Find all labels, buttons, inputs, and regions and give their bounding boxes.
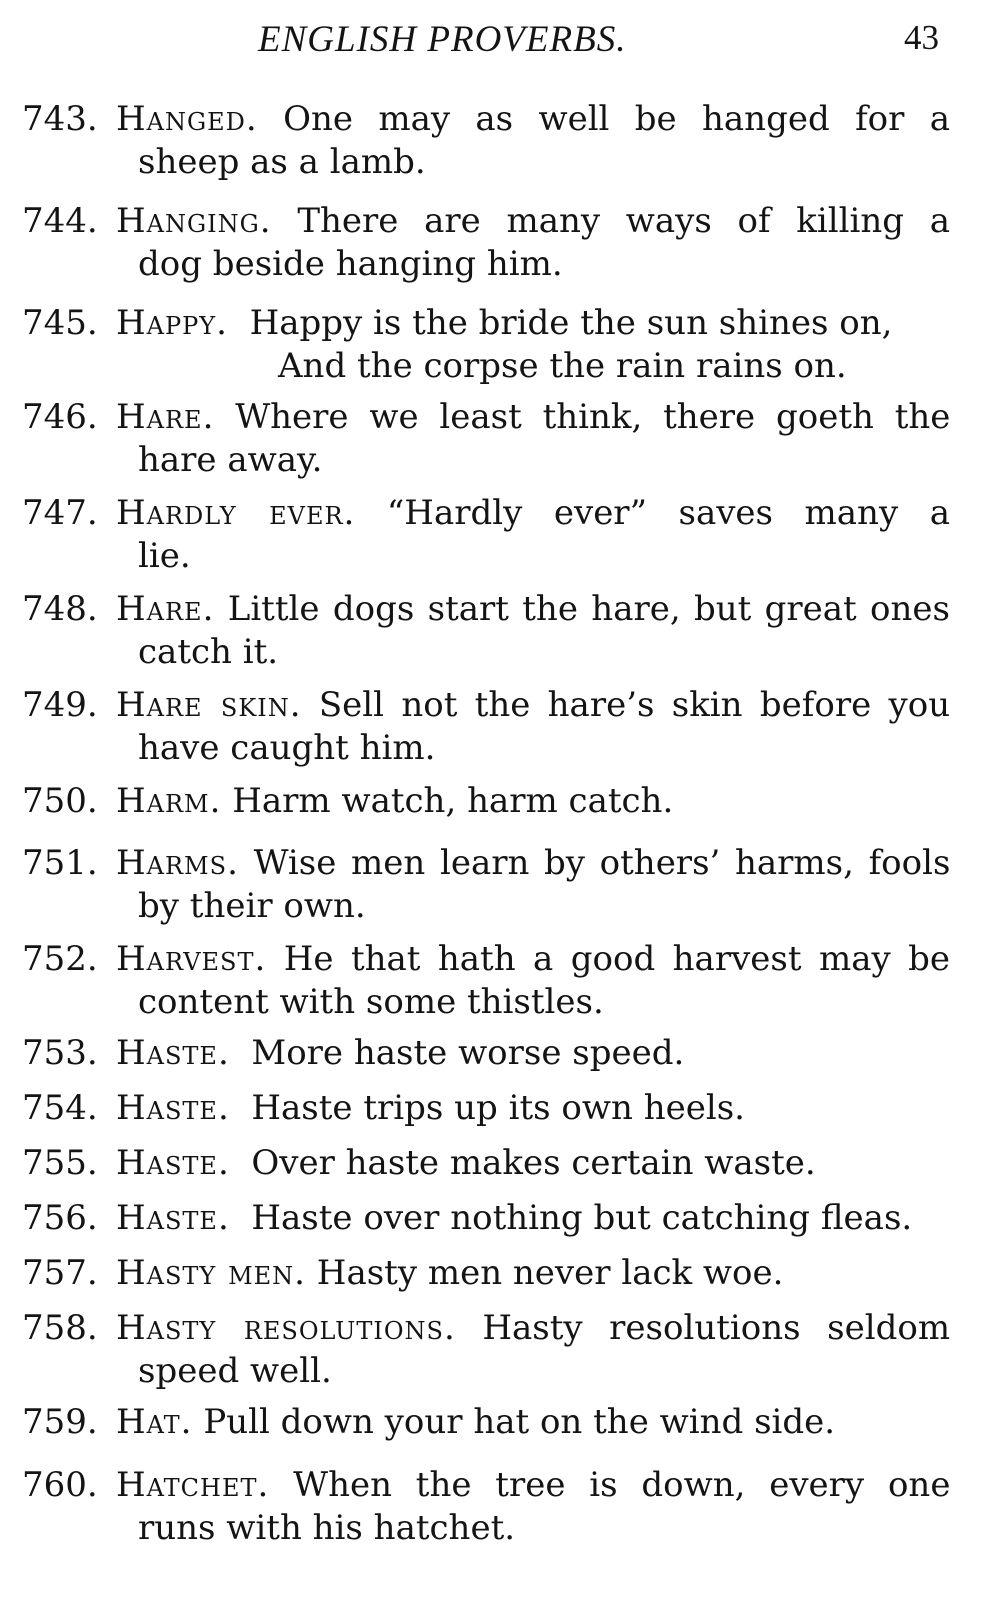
entry-text-line1: More haste worse speed. — [251, 1033, 685, 1073]
entry-text-line2: speed well. — [138, 1351, 332, 1391]
entry-text-line1: One may as well be hanged for a — [283, 99, 951, 139]
entry-number: 748. — [22, 589, 98, 629]
entry-text-line1: Pull down your hat on the wind side. — [203, 1402, 836, 1442]
entry-keyword: Hanging. — [116, 201, 272, 241]
entry-keyword: Harvest. — [116, 939, 267, 979]
entry-number: 745. — [22, 303, 98, 343]
running-head — [0, 14, 1000, 66]
running-title: ENGLISH PROVERBS. — [258, 19, 627, 60]
entry-keyword: Hatchet. — [116, 1465, 270, 1505]
entry-keyword: Hare skin. — [116, 685, 302, 725]
entry-text-line2: sheep as a lamb. — [138, 142, 426, 182]
entry-text-line1: Harm watch, harm catch. — [232, 781, 674, 821]
entry-number: 752. — [22, 939, 98, 979]
entry-text-line1: Haste over nothing but catching fleas. — [251, 1198, 913, 1238]
entry-text-line1: Haste trips up its own heels. — [251, 1088, 745, 1128]
page-number: 43 — [904, 18, 939, 57]
entry-keyword: Hasty men. — [116, 1253, 306, 1293]
entry-text-line1: Little dogs start the hare, but great ones — [227, 589, 950, 629]
entry-text-line2: lie. — [138, 536, 191, 576]
entry-text-line2: catch it. — [138, 632, 279, 672]
entry-number: 754. — [22, 1088, 98, 1128]
entry-number: 759. — [22, 1402, 98, 1442]
entry-text-line1: Happy is the bride the sun shines on, — [249, 303, 893, 343]
entry-text-line2: by their own. — [138, 886, 366, 926]
entry-number: 743. — [22, 99, 98, 139]
entry-keyword: Haste. — [116, 1088, 230, 1128]
entry-text-line1: When the tree is down, every one — [293, 1465, 951, 1505]
entry-keyword: Haste. — [116, 1198, 230, 1238]
entry-keyword: Hardly ever. — [116, 493, 356, 533]
entry-number: 753. — [22, 1033, 98, 1073]
entry-text-line2: runs with his hatchet. — [138, 1508, 516, 1548]
entry-text-line2: And the corpse the rain rains on. — [278, 346, 847, 386]
entry-text-line1: Sell not the hare’s skin before you — [318, 685, 951, 725]
entry-keyword: Hasty resolutions. — [116, 1308, 456, 1348]
entry-text-line2: hare away. — [138, 440, 323, 480]
entry-keyword: Hat. — [116, 1402, 193, 1442]
entry-text-line2: content with some thistles. — [138, 982, 604, 1022]
entry-number: 756. — [22, 1198, 98, 1238]
entry-keyword: Hanged. — [116, 99, 258, 139]
entry-keyword: Hare. — [116, 397, 215, 437]
entry-keyword: Harms. — [116, 843, 239, 883]
entry-keyword: Harm. — [116, 781, 222, 821]
entry-keyword: Haste. — [116, 1143, 230, 1183]
entry-number: 760. — [22, 1465, 98, 1505]
entry-number: 744. — [22, 201, 98, 241]
entry-text-line1: Over haste makes certain waste. — [251, 1143, 816, 1183]
entry-text-line2: dog beside hanging him. — [138, 244, 563, 284]
entry-keyword: Happy. — [116, 303, 228, 343]
entry-number: 757. — [22, 1253, 98, 1293]
entry-keyword: Hare. — [116, 589, 215, 629]
entry-text-line1: Hasty men never lack woe. — [316, 1253, 784, 1293]
entry-number: 755. — [22, 1143, 98, 1183]
entry-number: 749. — [22, 685, 98, 725]
entry-text-line2: have caught him. — [138, 728, 436, 768]
entry-text-line1: Wise men learn by others’ harms, fools — [253, 843, 951, 883]
entry-number: 750. — [22, 781, 98, 821]
entry-number: 758. — [22, 1308, 98, 1348]
entry-keyword: Haste. — [116, 1033, 230, 1073]
entry-number: 751. — [22, 843, 98, 883]
entry-text-line1: There are many ways of killing a — [297, 201, 950, 241]
entry-text-line1: “Hardly ever” saves many a — [386, 493, 950, 533]
entry-number: 746. — [22, 397, 98, 437]
entry-number: 747. — [22, 493, 98, 533]
entry-text-line1: Hasty resolutions seldom — [482, 1308, 951, 1348]
entry-text-line1: He that hath a good harvest may be — [283, 939, 950, 979]
entry-text-line1: Where we least think, there goeth the — [235, 397, 951, 437]
